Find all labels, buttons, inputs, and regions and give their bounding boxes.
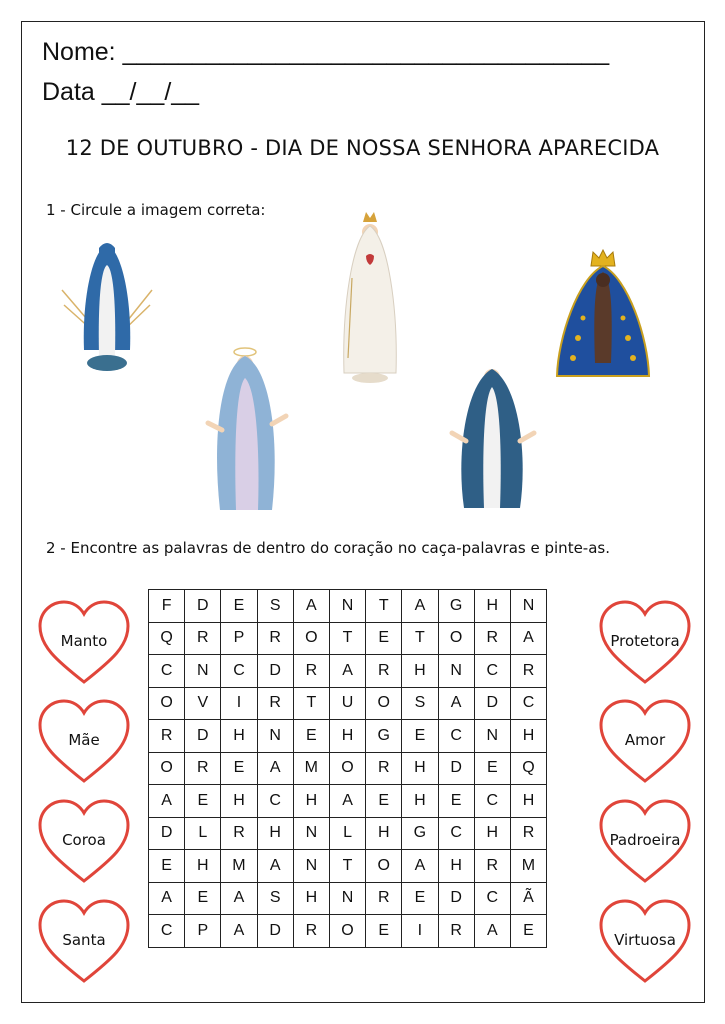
grid-row <box>149 720 547 753</box>
grid-cell[interactable]: E <box>510 915 546 948</box>
heart-word-santa <box>36 897 132 985</box>
grid-cell[interactable]: E <box>474 752 510 785</box>
grid-cell[interactable]: O <box>438 622 474 655</box>
grid-row <box>149 850 547 883</box>
grid-cell[interactable]: A <box>221 882 257 915</box>
heart-word-padroeira <box>597 797 693 885</box>
grid-cell[interactable]: E <box>402 720 438 753</box>
grid-cell[interactable]: A <box>329 655 365 688</box>
grid-cell[interactable]: G <box>366 720 402 753</box>
grid-cell[interactable]: O <box>149 687 185 720</box>
grid-cell[interactable]: R <box>293 915 329 948</box>
heart-word-amor <box>597 697 693 785</box>
grid-cell[interactable]: R <box>438 915 474 948</box>
grid-cell[interactable]: A <box>221 915 257 948</box>
grid-cell[interactable]: R <box>185 622 221 655</box>
heart-word-label: Mãe <box>68 731 100 749</box>
grid-cell[interactable]: C <box>474 882 510 915</box>
heart-word-label: Manto <box>60 632 108 650</box>
grid-cell[interactable]: E <box>366 785 402 818</box>
grid-cell[interactable]: E <box>438 785 474 818</box>
grid-cell[interactable]: E <box>185 882 221 915</box>
grid-cell[interactable]: D <box>185 590 221 623</box>
grid-cell[interactable]: N <box>293 850 329 883</box>
grid-cell[interactable]: P <box>221 622 257 655</box>
madonna-light-blue-figure[interactable] <box>200 338 295 522</box>
grid-cell[interactable]: H <box>366 817 402 850</box>
heart-word-coroa <box>36 797 132 885</box>
grid-cell[interactable]: H <box>438 850 474 883</box>
date-field-label: Data __/__/__ <box>42 78 200 106</box>
heart-word-virtuosa <box>597 897 693 985</box>
grid-cell[interactable]: R <box>366 655 402 688</box>
question-1-instruction: 1 - Circule a imagem correta: <box>46 201 266 219</box>
grid-cell[interactable]: C <box>474 785 510 818</box>
grid-cell[interactable]: H <box>221 785 257 818</box>
grid-cell[interactable]: G <box>438 590 474 623</box>
grid-cell[interactable]: L <box>185 817 221 850</box>
word-search-grid[interactable] <box>148 589 547 948</box>
grid-cell[interactable]: R <box>510 655 546 688</box>
grid-cell[interactable]: H <box>293 785 329 818</box>
grid-cell[interactable]: R <box>510 817 546 850</box>
grid-cell[interactable]: D <box>149 817 185 850</box>
grid-cell[interactable]: A <box>293 590 329 623</box>
grid-cell[interactable]: T <box>329 850 365 883</box>
grid-cell[interactable]: R <box>221 817 257 850</box>
grid-cell[interactable]: A <box>474 915 510 948</box>
grid-cell[interactable]: A <box>402 590 438 623</box>
grid-cell[interactable]: Q <box>149 622 185 655</box>
grid-cell[interactable]: R <box>474 850 510 883</box>
grid-cell[interactable]: H <box>402 655 438 688</box>
grid-cell[interactable]: D <box>257 655 293 688</box>
grid-cell[interactable]: T <box>366 590 402 623</box>
grid-cell[interactable]: Q <box>510 752 546 785</box>
madonna-teal-mantle-figure[interactable] <box>448 363 538 517</box>
grid-cell[interactable]: O <box>366 687 402 720</box>
grid-cell[interactable]: O <box>329 915 365 948</box>
grid-cell[interactable]: Ã <box>510 882 546 915</box>
grid-cell[interactable]: S <box>257 590 293 623</box>
grid-cell[interactable]: A <box>257 850 293 883</box>
grid-cell[interactable]: C <box>257 785 293 818</box>
grid-cell[interactable]: H <box>329 720 365 753</box>
grid-cell[interactable]: N <box>474 720 510 753</box>
grid-row <box>149 752 547 785</box>
heart-word-label: Coroa <box>62 831 106 849</box>
grid-cell[interactable]: H <box>402 785 438 818</box>
grid-cell[interactable]: H <box>474 817 510 850</box>
grid-cell[interactable]: E <box>366 915 402 948</box>
grid-cell[interactable]: E <box>293 720 329 753</box>
grid-row <box>149 590 547 623</box>
grid-cell[interactable]: N <box>329 882 365 915</box>
grid-cell[interactable]: M <box>221 850 257 883</box>
grid-cell[interactable]: E <box>402 882 438 915</box>
miraculous-madonna-statue-figure[interactable] <box>52 230 162 379</box>
grid-cell[interactable]: D <box>438 882 474 915</box>
grid-cell[interactable]: R <box>149 720 185 753</box>
grid-cell[interactable]: E <box>366 622 402 655</box>
grid-cell[interactable]: T <box>329 622 365 655</box>
heart-word-label: Protetora <box>610 632 680 650</box>
our-lady-of-aparecida-figure[interactable] <box>553 248 653 387</box>
grid-cell[interactable]: A <box>402 850 438 883</box>
grid-cell[interactable]: A <box>149 785 185 818</box>
grid-cell[interactable]: E <box>185 785 221 818</box>
grid-cell[interactable]: N <box>257 720 293 753</box>
grid-cell[interactable]: A <box>149 882 185 915</box>
grid-cell[interactable]: H <box>293 882 329 915</box>
grid-cell[interactable]: N <box>293 817 329 850</box>
grid-cell[interactable]: R <box>185 752 221 785</box>
grid-row <box>149 655 547 688</box>
grid-cell[interactable]: N <box>185 655 221 688</box>
grid-cell[interactable]: T <box>293 687 329 720</box>
grid-cell[interactable]: A <box>438 687 474 720</box>
grid-cell[interactable]: S <box>402 687 438 720</box>
grid-cell[interactable]: H <box>221 720 257 753</box>
grid-cell[interactable]: C <box>221 655 257 688</box>
grid-cell[interactable]: H <box>257 817 293 850</box>
grid-row <box>149 817 547 850</box>
grid-cell[interactable]: H <box>510 720 546 753</box>
grid-cell[interactable]: P <box>185 915 221 948</box>
grid-cell[interactable]: E <box>149 850 185 883</box>
name-field-label: Nome: ___________________________________ <box>42 38 610 66</box>
grid-cell[interactable]: R <box>293 655 329 688</box>
grid-cell[interactable]: C <box>149 655 185 688</box>
grid-cell[interactable]: V <box>185 687 221 720</box>
grid-cell[interactable]: A <box>329 785 365 818</box>
our-lady-of-fatima-figure[interactable] <box>330 208 410 390</box>
heart-word-mãe <box>36 697 132 785</box>
grid-cell[interactable]: H <box>402 752 438 785</box>
heart-word-label: Santa <box>62 931 106 949</box>
heart-word-protetora <box>597 598 693 686</box>
grid-cell[interactable]: E <box>221 590 257 623</box>
grid-cell[interactable]: C <box>474 655 510 688</box>
grid-cell[interactable]: G <box>402 817 438 850</box>
grid-cell[interactable]: D <box>257 915 293 948</box>
grid-cell[interactable]: R <box>366 752 402 785</box>
grid-cell[interactable]: C <box>438 817 474 850</box>
grid-cell[interactable]: S <box>257 882 293 915</box>
grid-cell[interactable]: O <box>366 850 402 883</box>
grid-cell[interactable]: I <box>402 915 438 948</box>
grid-row <box>149 687 547 720</box>
grid-cell[interactable]: N <box>510 590 546 623</box>
grid-cell[interactable]: C <box>149 915 185 948</box>
grid-cell[interactable]: M <box>510 850 546 883</box>
grid-cell[interactable]: M <box>293 752 329 785</box>
grid-cell[interactable]: F <box>149 590 185 623</box>
grid-cell[interactable]: C <box>510 687 546 720</box>
grid-cell[interactable]: H <box>510 785 546 818</box>
grid-cell[interactable]: T <box>402 622 438 655</box>
grid-cell[interactable]: R <box>366 882 402 915</box>
grid-cell[interactable]: D <box>185 720 221 753</box>
page-title: 12 DE OUTUBRO - DIA DE NOSSA SENHORA APARECIDA <box>65 136 660 160</box>
grid-cell[interactable]: C <box>438 720 474 753</box>
grid-cell[interactable]: A <box>510 622 546 655</box>
grid-cell[interactable]: U <box>329 687 365 720</box>
grid-cell[interactable]: I <box>221 687 257 720</box>
grid-cell[interactable]: L <box>329 817 365 850</box>
grid-row <box>149 622 547 655</box>
grid-cell[interactable]: R <box>257 687 293 720</box>
grid-cell[interactable]: H <box>474 590 510 623</box>
heart-word-label: Padroeira <box>609 831 681 849</box>
grid-cell[interactable]: A <box>257 752 293 785</box>
grid-cell[interactable]: O <box>149 752 185 785</box>
question-2-instruction: 2 - Encontre as palavras de dentro do coração no caça-palavras e pinte-as. <box>46 539 610 557</box>
grid-row <box>149 785 547 818</box>
heart-word-label: Virtuosa <box>614 931 676 949</box>
grid-cell[interactable]: H <box>185 850 221 883</box>
grid-cell[interactable]: N <box>438 655 474 688</box>
grid-cell[interactable]: R <box>474 622 510 655</box>
grid-cell[interactable]: O <box>293 622 329 655</box>
heart-word-label: Amor <box>624 731 666 749</box>
grid-cell[interactable]: R <box>257 622 293 655</box>
grid-row <box>149 882 547 915</box>
grid-cell[interactable]: N <box>329 590 365 623</box>
grid-cell[interactable]: E <box>221 752 257 785</box>
grid-cell[interactable]: D <box>474 687 510 720</box>
grid-cell[interactable]: O <box>329 752 365 785</box>
grid-cell[interactable]: D <box>438 752 474 785</box>
grid-row <box>149 915 547 948</box>
heart-word-manto <box>36 598 132 686</box>
